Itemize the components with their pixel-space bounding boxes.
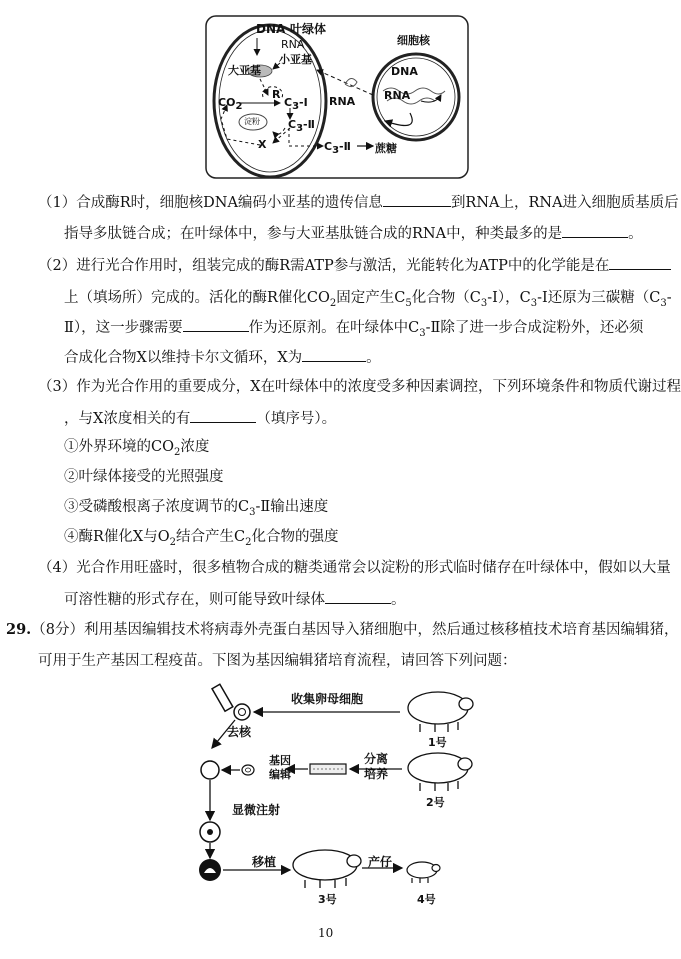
pig-2 <box>408 753 472 791</box>
label-dna-nucleus: DNA <box>391 65 418 78</box>
q1-line-2: 指导多肽链合成；在叶绿体中，参与大亚基肽链合成的RNA中，种类最多的是 。 <box>64 223 643 244</box>
q2-blank-1[interactable] <box>609 255 671 270</box>
label-pig-2: 2号 <box>426 796 445 809</box>
label-small-subunit: 小亚基 <box>279 53 312 66</box>
label-rna-nucleus: RNA <box>384 89 411 102</box>
q3-line-1: （3）作为光合作用的重要成分，X在叶绿体中的浓度受多种因素调控，下列环境条件和物质代谢过程 <box>38 379 681 395</box>
label-microinjection: 显微注射 <box>232 803 281 817</box>
label-chloroplast: 叶绿体 <box>290 22 327 36</box>
q3-line-2: ，与X浓度相关的有 （填序号）。 <box>64 408 336 429</box>
q3-blank[interactable] <box>190 408 256 423</box>
pipette-oocyte <box>212 684 250 720</box>
label-c3-i: $C_3-Ⅰ$ <box>284 96 308 113</box>
label-x: X <box>258 138 267 151</box>
q29-line-1: 29.（8分）利用基因编辑技术将病毒外壳蛋白基因导入猪细胞中，然后通过核移植技术培育基因编辑猪， <box>6 621 679 638</box>
pig-4 <box>407 862 440 883</box>
label-gene-edit: 基因 编辑 <box>269 754 291 781</box>
q4-line-2: 可溶性糖的形式存在，则可能导致叶绿体 。 <box>64 589 406 610</box>
q2-blank-2[interactable] <box>183 317 249 332</box>
label-rna-cytoplasm: RNA <box>329 95 356 108</box>
page-number: 10 <box>318 926 334 940</box>
q3-option-4: ④酶R催化X与$O_2$结合产生$C_2$化合物的强度 <box>64 529 339 548</box>
label-birth: 产仔 <box>368 855 393 869</box>
label-nucleus: 细胞核 <box>397 34 430 47</box>
label-sucrose: 蔗糖 <box>375 142 397 155</box>
q1-blank-2[interactable] <box>562 223 628 238</box>
q3-option-2: ②叶绿体接受的光照强度 <box>64 469 224 485</box>
q2-line-1: （2）进行光合作用时，组装完成的酶R需ATP参与激活，光能转化为ATP中的化学能是在 <box>38 255 671 276</box>
label-enzyme-r: R <box>272 88 281 101</box>
label-c3-ii-out: $C_3-Ⅱ$ <box>324 140 351 157</box>
q3-option-3: ③受磷酸根离子浓度调节的$C_3-Ⅱ$输出速度 <box>64 499 329 518</box>
q2-blank-3[interactable] <box>302 347 366 362</box>
q29-line-2: 可用于生产基因工程疫苗。下图为基因编辑猪培育流程，请回答下列问题： <box>38 653 517 669</box>
label-dna-chloroplast: DNA <box>256 22 286 36</box>
q2-line-2: 上（填场所）完成的。活化的酶R催化$CO_2$固定产生$C_5$化合物$(C_3-Ⅰ)$，$C_3-Ⅰ$还原为三碳糖（$C_3-$ <box>64 290 672 309</box>
q1-line-1: （1）合成酶R时，细胞核DNA编码小亚基的遗传信息 到RNA上，RNA进入细胞质基质后 <box>38 192 679 213</box>
label-co2: $CO_2$ <box>218 96 243 113</box>
label-pig-1: 1号 <box>428 736 447 749</box>
pig-3 <box>293 850 361 888</box>
label-transplant: 移植 <box>252 855 277 869</box>
q2-line-3: Ⅱ），这一步骤需要 作为还原剂。在叶绿体中$C_3-Ⅱ$除了进一步合成淀粉外，还必须 <box>64 317 643 338</box>
pig-1 <box>408 692 473 732</box>
q4-line-1: （4）光合作用旺盛时，很多植物合成的糖类通常会以淀粉的形式临时储存在叶绿体中，假如以大量 <box>38 560 671 576</box>
label-pig-3: 3号 <box>318 893 337 906</box>
label-c3-ii: $C_3-Ⅱ$ <box>288 118 315 135</box>
q1-blank-1[interactable] <box>383 192 451 207</box>
label-enucleate: 去核 <box>227 725 252 739</box>
label-rna-chloroplast: RNA <box>281 38 305 51</box>
q4-blank[interactable] <box>325 589 391 604</box>
label-collect-oocytes: 收集卵母细胞 <box>291 692 364 706</box>
q3-option-1: ①外界环境的$CO_2$浓度 <box>64 439 210 458</box>
label-large-subunit: 大亚基 <box>228 64 261 77</box>
label-starch: 淀粉 <box>244 117 260 126</box>
label-pig-4: 4号 <box>417 893 436 906</box>
q2-line-4: 合成化合物X以维持卡尔文循环，X为 。 <box>64 347 381 368</box>
label-separate-culture: 分离 培养 <box>364 752 389 781</box>
